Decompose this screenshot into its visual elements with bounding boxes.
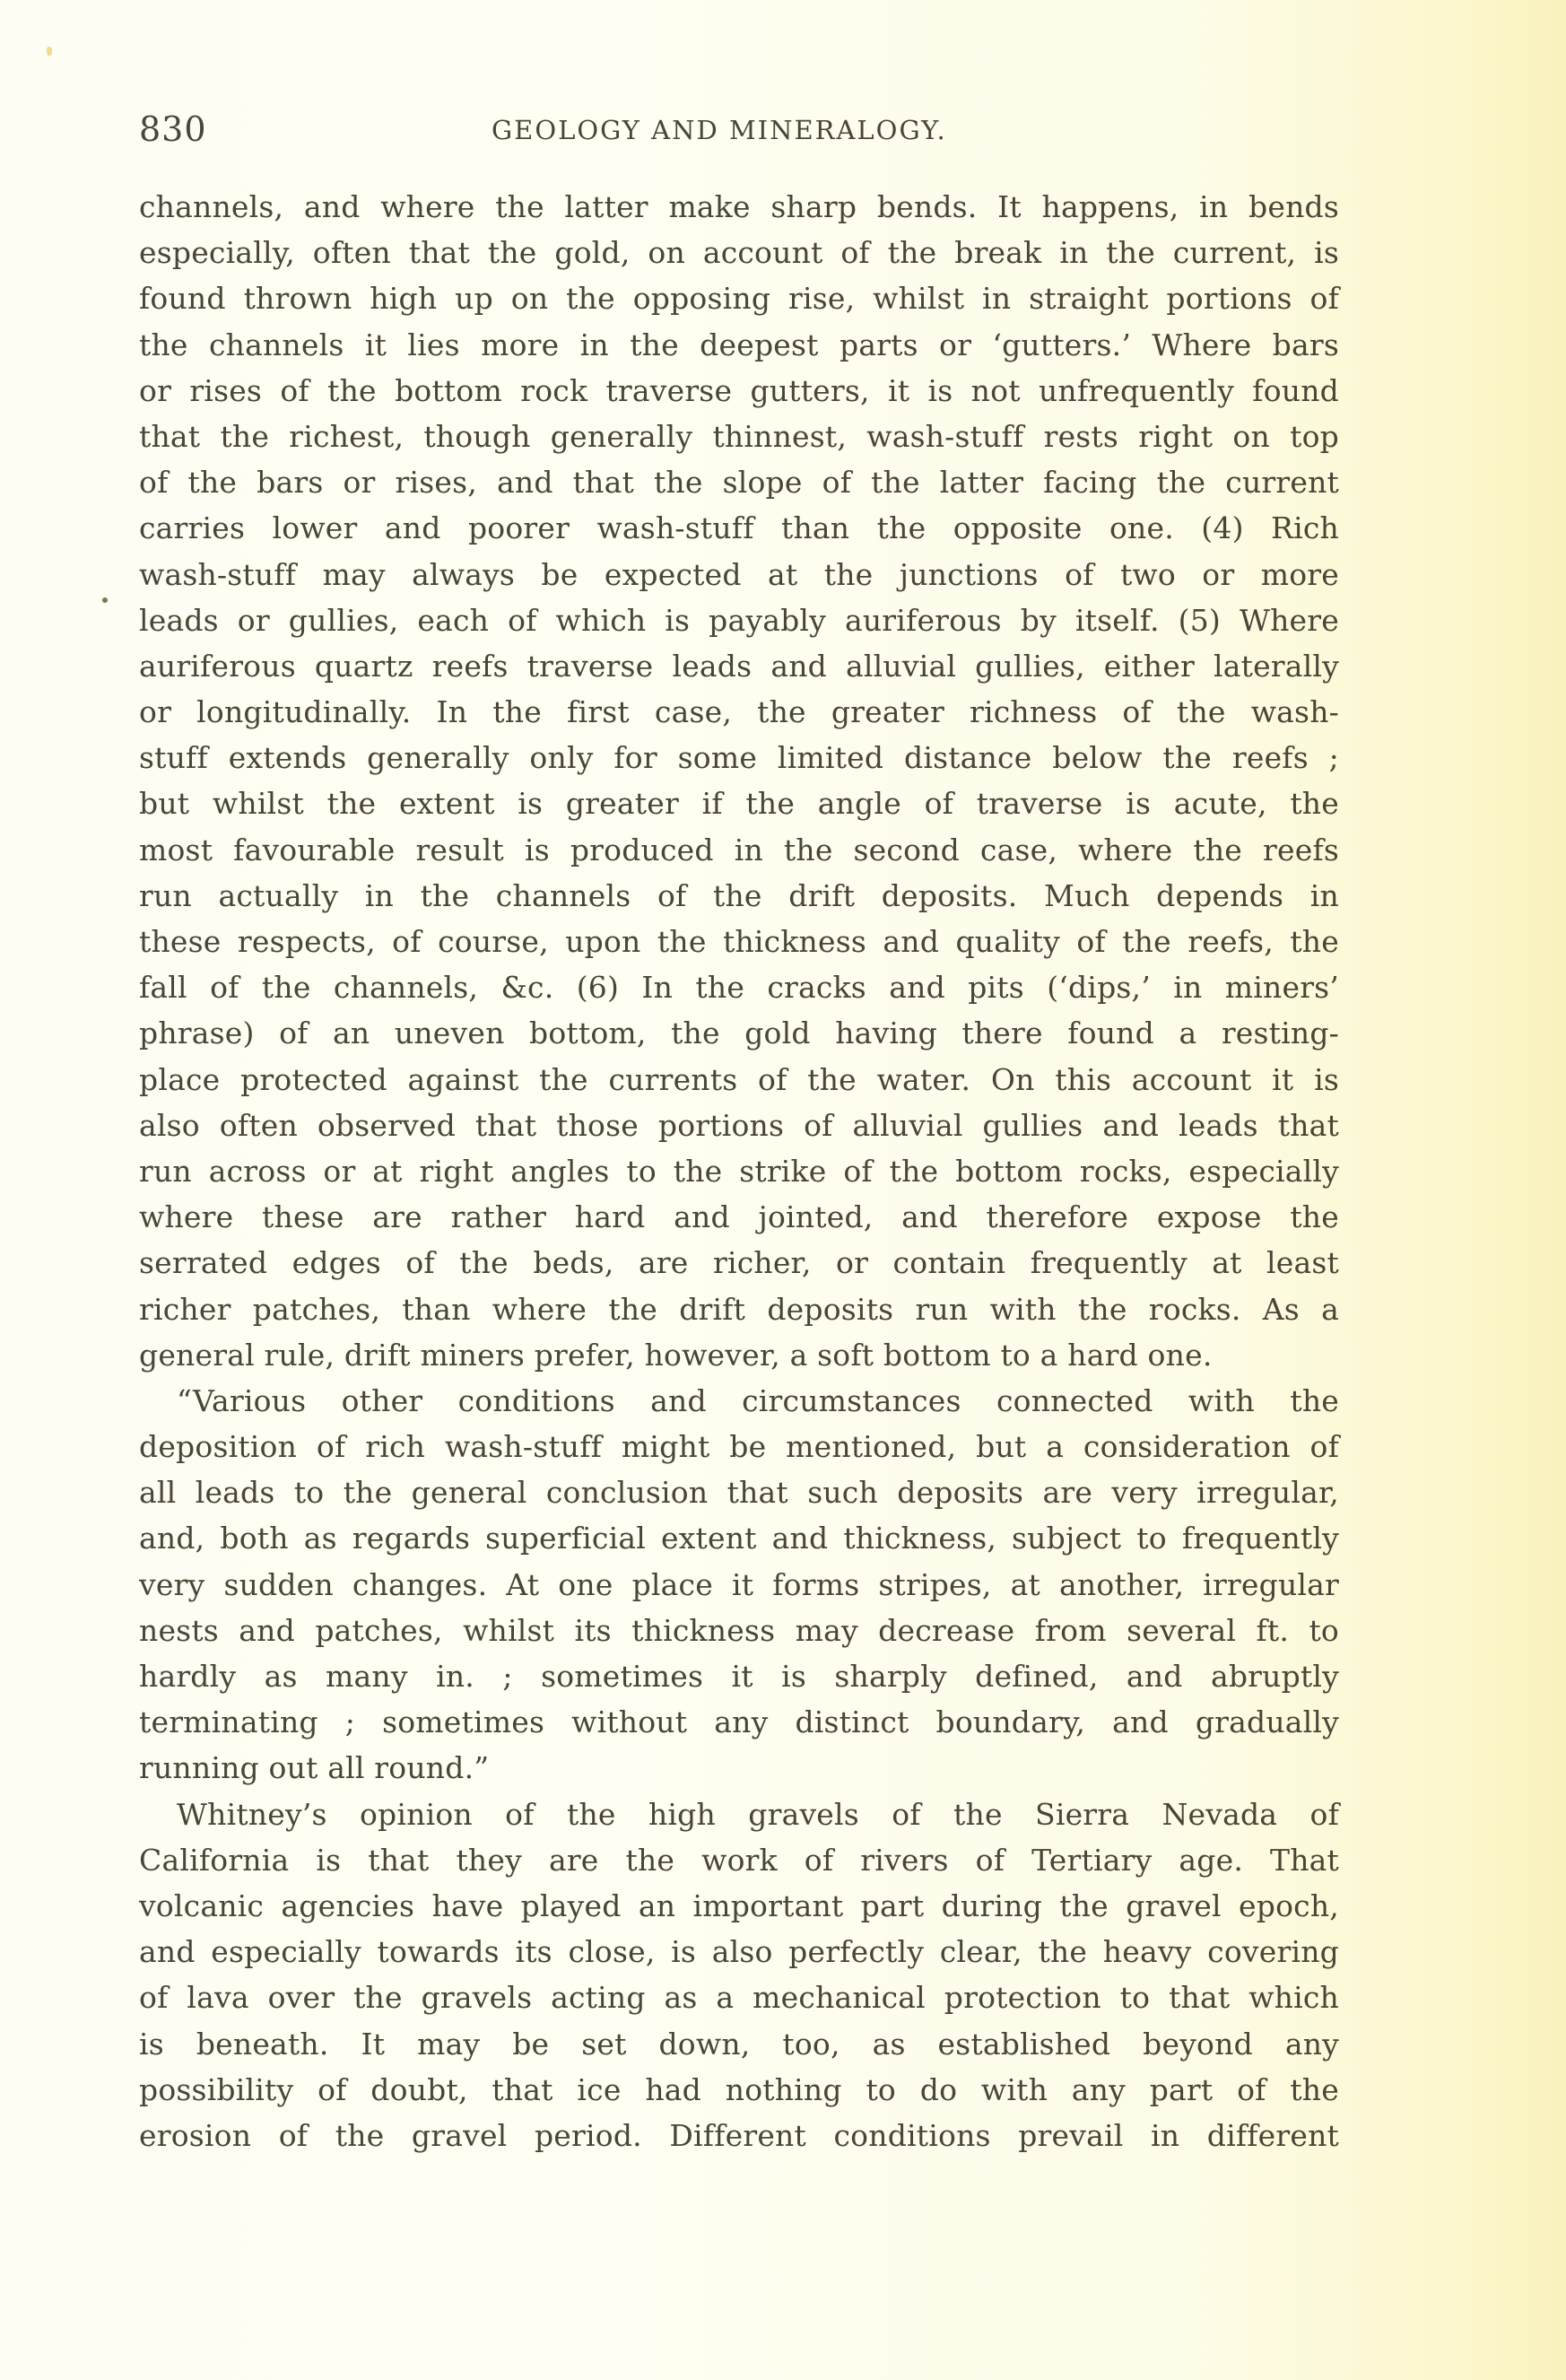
text-line: “Various other conditions and circumstances connected with the	[177, 1382, 1339, 1418]
text-line: or longitudinally. In the first case, the greater richness of the wash-	[139, 694, 1339, 730]
text-line: the channels it lies more in the deepest parts or ‘gutters.’ Where bars	[139, 327, 1339, 362]
text-line: very sudden changes. At one place it forms stripes, at another, irregular	[139, 1566, 1339, 1602]
text-line: and, both as regards superficial extent and thickness, subject to frequently	[139, 1521, 1339, 1556]
text-line: hardly as many in. ; sometimes it is sharply defined, and abruptly	[139, 1659, 1339, 1694]
text-line: and especially towards its close, is also perfectly clear, the heavy covering	[139, 1934, 1339, 1970]
paper-speck	[47, 47, 52, 56]
margin-dot	[102, 597, 108, 603]
text-line: but whilst the extent is greater if the angle of traverse is acute, the	[139, 786, 1339, 822]
text-line: of lava over the gravels acting as a mechanical protection to that which	[139, 1980, 1339, 2016]
text-line: wash-stuff may always be expected at the junctions of two or more	[139, 556, 1339, 592]
text-line: running out all round.”	[139, 1750, 490, 1786]
text-line: all leads to the general conclusion that such deposits are very irregular,	[139, 1475, 1339, 1511]
text-line: is beneath. It may be set down, too, as established beyond any	[139, 2026, 1339, 2062]
page-number: 830	[139, 109, 207, 149]
text-line: or rises of the bottom rock traverse gutters, it is not unfrequently found	[139, 372, 1339, 408]
text-line: where these are rather hard and jointed, and therefore expose the	[139, 1199, 1339, 1235]
text-line: auriferous quartz reefs traverse leads and alluvial gullies, either laterally	[139, 648, 1339, 684]
text-line: carries lower and poorer wash-stuff than the opposite one. (4) Rich	[139, 510, 1339, 546]
text-line: run across or at right angles to the strike of the bottom rocks, especially	[139, 1153, 1339, 1189]
text-line: nests and patches, whilst its thickness may decrease from several ft. to	[139, 1612, 1339, 1648]
text-line: richer patches, than where the drift deposits run with the rocks. As a	[139, 1291, 1339, 1327]
text-line: that the richest, though generally thinnest, wash-stuff rests right on top	[139, 418, 1339, 454]
text-line: leads or gullies, each of which is payably auriferous by itself. (5) Where	[139, 602, 1339, 638]
text-line: also often observed that those portions of alluvial gullies and leads that	[139, 1107, 1339, 1143]
text-line: Whitney’s opinion of the high gravels of the Sierra Nevada of	[177, 1796, 1339, 1832]
text-line: place protected against the currents of the water. On this account it is	[139, 1061, 1339, 1097]
text-line: found thrown high up on the opposing rise, whilst in straight portions of	[139, 281, 1339, 317]
text-line: deposition of rich wash-stuff might be mentioned, but a consideration of	[139, 1429, 1339, 1465]
text-line: run actually in the channels of the drift deposits. Much depends in	[139, 877, 1339, 913]
text-line: especially, often that the gold, on account of the break in the current, is	[139, 235, 1339, 271]
text-line: fall of the channels, &c. (6) In the cracks and pits (‘dips,’ in miners’	[139, 970, 1339, 1006]
text-line: possibility of doubt, that ice had nothing to do with any part of the	[139, 2071, 1339, 2107]
running-title: GEOLOGY AND MINERALOGY.	[492, 115, 947, 145]
text-line: erosion of the gravel period. Different conditions prevail in different	[139, 2117, 1339, 2153]
text-line: of the bars or rises, and that the slope of the latter facing the current	[139, 465, 1339, 501]
text-line: these respects, of course, upon the thickness and quality of the reefs, the	[139, 924, 1339, 959]
text-line: volcanic agencies have played an important part during the gravel epoch,	[139, 1887, 1339, 1923]
text-line: California is that they are the work of rivers of Tertiary age. That	[139, 1842, 1339, 1878]
text-line: stuff extends generally only for some limited distance below the reefs ;	[139, 740, 1339, 776]
text-line: channels, and where the latter make sharp bends. It happens, in bends	[139, 189, 1339, 224]
text-line: most favourable result is produced in the second case, where the reefs	[139, 832, 1339, 867]
running-head	[139, 109, 1341, 154]
body-text	[139, 184, 1339, 2158]
text-line: general rule, drift miners prefer, however, a soft bottom to a hard one.	[139, 1337, 1213, 1373]
text-line: serrated edges of the beds, are richer, or contain frequently at least	[139, 1245, 1339, 1281]
text-line: phrase) of an uneven bottom, the gold having there found a resting-	[139, 1016, 1339, 1051]
text-line: terminating ; sometimes without any distinct boundary, and gradually	[139, 1704, 1339, 1740]
